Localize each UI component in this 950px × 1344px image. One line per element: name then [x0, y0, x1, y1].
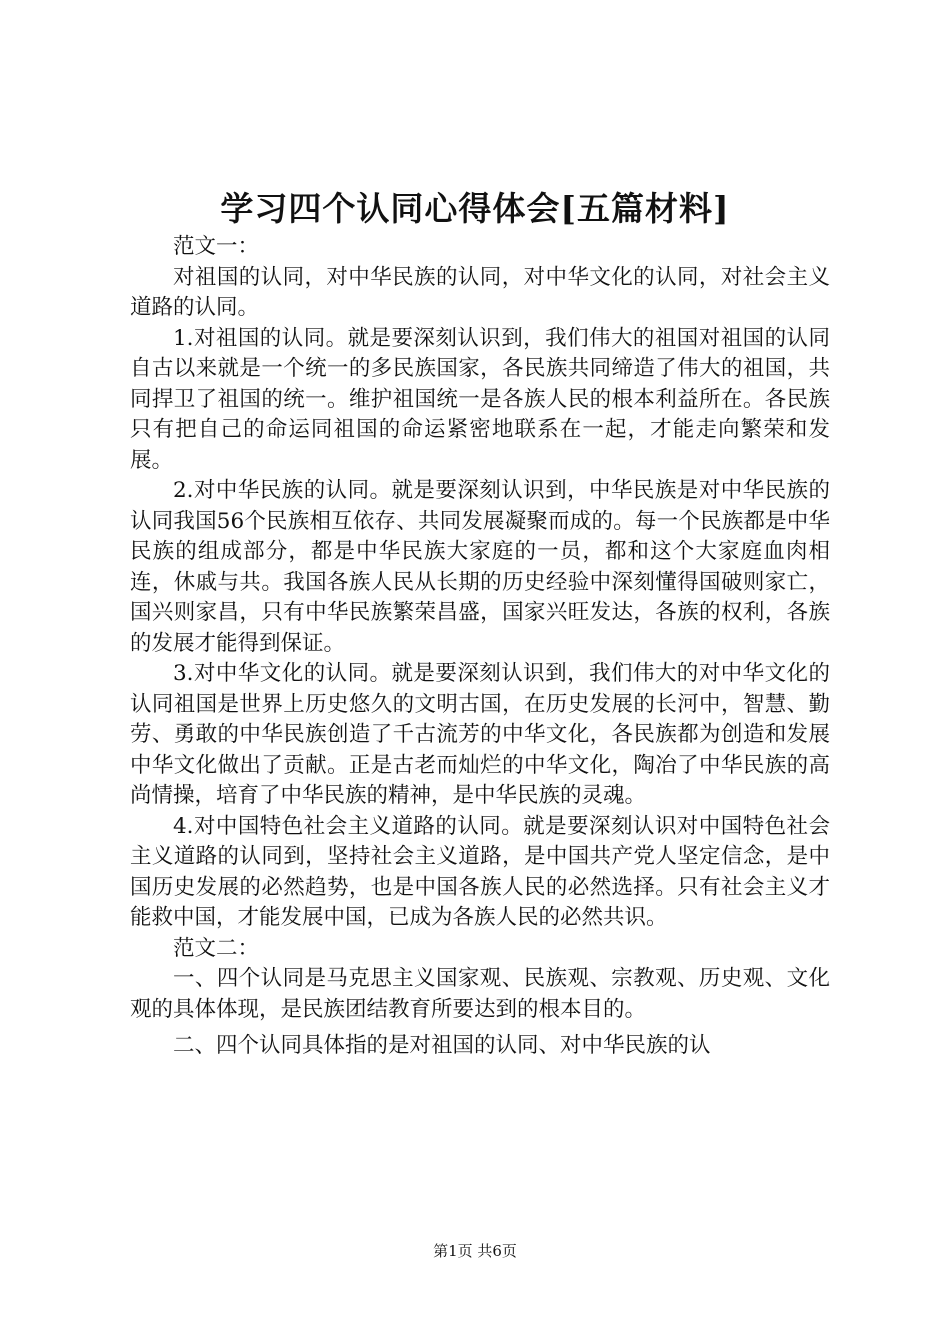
paragraph: 一、四个认同是马克思主义国家观、民族观、宗教观、历史观、文化观的具体体现，是民族团结教育所要达到的根本目的。 [130, 966, 830, 1022]
paragraph: 1.对祖国的认同。就是要深刻认识到，我们伟大的祖国对祖国的认同自古以来就是一个统一的多民族国家，各民族共同缔造了伟大的祖国，共同捍卫了祖国的统一。维护祖国统一是各族人民的根本利益所在。各民族只有把自己的命运同祖国的命运紧密地联系在一起，才能走向繁荣和发展。 [130, 325, 830, 473]
paragraph: 3.对中华文化的认同。就是要深刻认识到，我们伟大的对中华文化的认同祖国是世界上历史悠久的文明古国，在历史发展的长河中，智慧、勤劳、勇敢的中华民族创造了千古流芳的中华文化，各民族都为创造和发展中华文化做出了贡献。正是古老而灿烂的中华文化，陶冶了中华民族的高尚情操，培育了中华民族的精神，是中华民族的灵魂。 [130, 661, 830, 808]
paragraph: 二、四个认同具体指的是对祖国的认同、对中华民族的认 [173, 1033, 711, 1058]
document-body [130, 232, 830, 1062]
paragraph-heading-fanwen-2: 范文二： [173, 935, 260, 961]
page-footer: 第1页 共6页 [433, 1242, 517, 1260]
paragraph: 对祖国的认同，对中华民族的认同，对中华文化的认同，对社会主义道路的认同。 [130, 264, 830, 320]
paragraph-heading-fanwen-1: 范文一： [173, 234, 260, 259]
document-title: 学习四个认同心得体会[五篇材料] [220, 189, 730, 228]
paragraph: 4.对中国特色社会主义道路的认同。就是要深刻认识对中国特色社会主义道路的认同到，坚持社会主义道路，是中国共产党人坚定信念，是中国历史发展的必然趋势，也是中国各族人民的必然选择。只有社会主义才能救中国，才能发展中国，已成为各族人民的必然共识。 [130, 813, 830, 930]
paragraph: 2.对中华民族的认同。就是要深刻认识到，中华民族是对中华民族的认同我国56个民族相互依存、共同发展凝聚而成的。每一个民族都是中华民族的组成部分，都是中华民族大家庭的一员，都和这个大家庭血肉相连，休戚与共。我国各族人民从长期的历史经验中深刻懂得国破则家亡，国兴则家昌，只有中华民族繁荣昌盛，国家兴旺发达，各族的权利，各族的发展才能得到保证。 [130, 478, 830, 656]
